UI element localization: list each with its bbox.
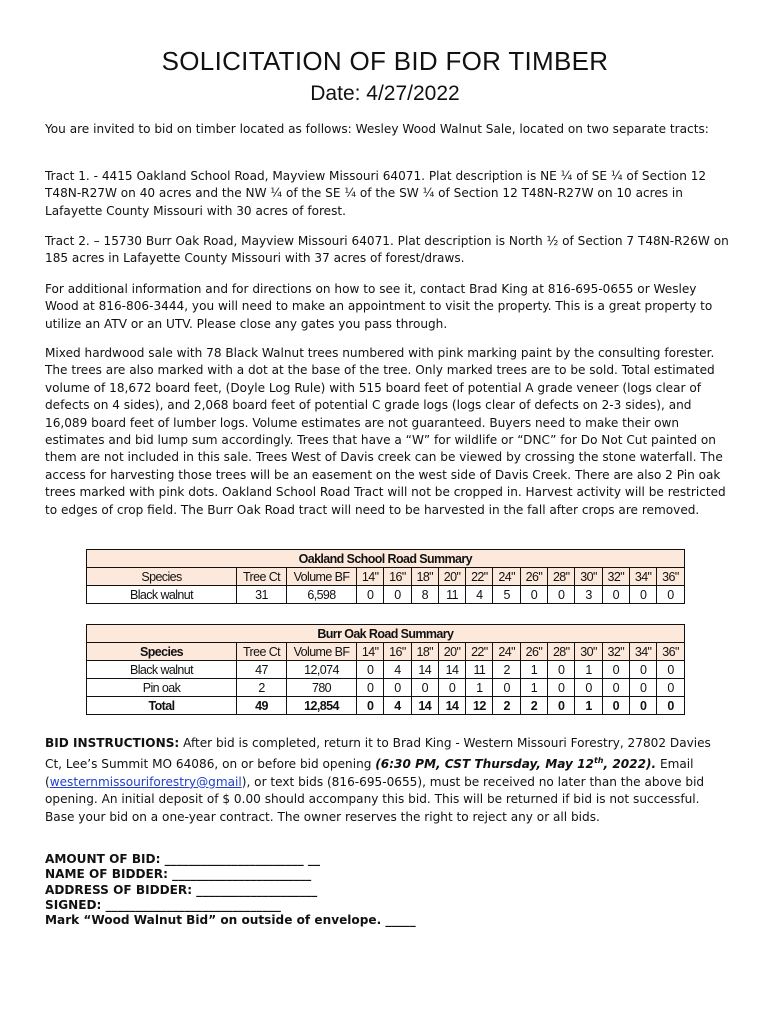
total-cell: 14	[438, 697, 465, 715]
table-cell: 0	[657, 661, 684, 679]
contact-paragraph: For additional information and for directions on how to see it, contact Brad King at 816-695-0655 or Wesley Wood at 816-806-3444, you will need to make an appointment to visit the property. This is a great property to utilize an ATV or an UTV. Please close any gates you pass through.	[45, 282, 713, 331]
table-cell: 0	[357, 586, 384, 604]
table-total-row	[87, 697, 685, 715]
table-cell: 11	[466, 661, 493, 679]
table-cell: 780	[287, 679, 357, 697]
total-cell: 1	[575, 697, 602, 715]
total-cell: 12	[466, 697, 493, 715]
table-cell: 11	[438, 586, 465, 604]
table-cell: 5	[493, 586, 520, 604]
intro-paragraph: You are invited to bid on timber located as follows: Wesley Wood Walnut Sale, located on two separate tracts:	[45, 122, 709, 136]
table-cell: 0	[384, 586, 411, 604]
bid-instructions-label: BID INSTRUCTIONS:	[45, 736, 180, 750]
bid-text-3: ), or text bids (816-695-0655), must be received no later than the above bid opening. An initial deposit of $ 0.00 should accompany this bid. This will be returned if bid is not successful. Base your bid on a one-year contract. The owner reserves the right to reject any or all bids.	[45, 774, 705, 824]
table-cell: Black walnut	[87, 661, 237, 679]
total-cell: 49	[237, 697, 287, 715]
column-header: 30"	[575, 643, 602, 661]
column-header: 32"	[602, 568, 629, 586]
table-cell: 1	[520, 661, 547, 679]
bid-deadline-suffix: th	[593, 756, 604, 766]
total-cell: 0	[602, 697, 629, 715]
column-header: 32"	[602, 643, 629, 661]
signed-field[interactable]: SIGNED: _____________________________	[45, 898, 281, 912]
table-cell: 1	[575, 661, 602, 679]
bid-instructions	[45, 735, 730, 826]
tract2-paragraph: Tract 2. – 15730 Burr Oak Road, Mayview Missouri 64071. Plat description is North ½ of Section 7 T48N-R26W on 185 acres in Lafayette County Missouri with 37 acres of forest/draws.	[45, 234, 729, 266]
column-header: 24"	[493, 568, 520, 586]
table-cell: 0	[520, 586, 547, 604]
total-cell: 2	[520, 697, 547, 715]
table-cell: 4	[466, 586, 493, 604]
bid-deadline	[375, 757, 656, 771]
envelope-mark-instruction: Mark “Wood Walnut Bid” on outside of envelope. _____	[45, 913, 416, 927]
bid-text-2: Email (	[45, 757, 694, 789]
description-paragraph: Mixed hardwood sale with 78 Black Walnut trees numbered with pink marking paint by the consulting forester. The trees are also marked with a dot at the base of the tree. Only marked trees are to be sold. Total estimated volume of 18,672 board feet, (Doyle Log Rule) with 515 board feet of potential A grade veneer (logs clear of defects on 4 sides), and 2,068 board feet of potential C grade logs (logs clear of defects on 2-3 sides), and 16,089 board feet of lumber logs. Volume estimates are not guaranteed. Buyers need to make their own estimates and bid lump sum accordingly. Trees that have a “W” for wildlife or “DNC” for Do Not Cut painted on them are not included in this sale. Trees West of Davis creek can be viewed by crossing the stone waterfall. The access for harvesting those trees will be an easement on the west side of Davis Creek. There are also 2 Pin oak trees marked with pink dots. Oakland School Road Tract will not be cropped in. Harvest activity will be restricted to edges of crop field. The Burr Oak Road tract will need to be harvested in the fall after crops are removed.	[45, 346, 726, 517]
name-of-bidder-field[interactable]: NAME OF BIDDER: _______________________	[45, 867, 312, 881]
table-row	[87, 679, 685, 697]
total-cell: 14	[411, 697, 438, 715]
oakland-summary-table	[86, 549, 685, 604]
total-cell: Total	[87, 697, 237, 715]
table-cell: 0	[629, 679, 656, 697]
column-header: 20"	[438, 643, 465, 661]
table-cell: 0	[357, 679, 384, 697]
table-cell: 1	[520, 679, 547, 697]
email-link[interactable]: westernmissouriforestry@gmail	[49, 774, 242, 789]
table-cell: 3	[575, 586, 602, 604]
total-cell: 0	[657, 697, 684, 715]
table-cell: 8	[411, 586, 438, 604]
amount-of-bid-field[interactable]: AMOUNT OF BID: _______________________ __	[45, 852, 321, 866]
column-header: 34"	[629, 568, 656, 586]
table-row	[87, 661, 685, 679]
column-header: 16"	[384, 643, 411, 661]
tract1-paragraph: Tract 1. - 4415 Oakland School Road, Mayview Missouri 64071. Plat description is NE ¼ of SE ¼ of Section 12 T48N-R27W on 40 acres and the NW ¼ of the SE ¼ of the SW ¼ of Section 12 T48N-R27W on 10 acres in Lafayette County Missouri with 30 acres of forest.	[45, 169, 707, 218]
bid-deadline-year: , 2022).	[603, 757, 657, 772]
table-cell: 0	[575, 679, 602, 697]
table-cell: 0	[438, 679, 465, 697]
table-cell: 0	[657, 586, 684, 604]
table-row	[87, 586, 685, 604]
table-cell: 6,598	[287, 586, 357, 604]
table-cell: 47	[237, 661, 287, 679]
column-header: 36"	[657, 643, 684, 661]
total-cell: 0	[548, 697, 575, 715]
table-caption: Oakland School Road Summary	[87, 550, 685, 568]
column-header: 14"	[357, 568, 384, 586]
burr-oak-summary-table	[86, 624, 685, 715]
column-header: 24"	[493, 643, 520, 661]
total-cell: 0	[629, 697, 656, 715]
table-cell: 0	[629, 586, 656, 604]
column-header: 18"	[411, 643, 438, 661]
column-header: 26"	[520, 643, 547, 661]
table-caption: Burr Oak Road Summary	[87, 625, 685, 643]
address-of-bidder-field[interactable]: ADDRESS OF BIDDER: ____________________	[45, 883, 318, 897]
table-cell: 31	[237, 586, 287, 604]
table-cell: 0	[493, 679, 520, 697]
column-header: Species	[87, 643, 237, 661]
column-header: 14"	[357, 643, 384, 661]
table-cell: Pin oak	[87, 679, 237, 697]
document-date: Date: 4/27/2022	[310, 82, 460, 105]
table-cell: 0	[657, 679, 684, 697]
column-header: 28"	[548, 568, 575, 586]
column-header: 22"	[466, 568, 493, 586]
column-header: 22"	[466, 643, 493, 661]
table-cell: 0	[548, 679, 575, 697]
table-cell: 0	[602, 661, 629, 679]
table-cell: 12,074	[287, 661, 357, 679]
table-cell: Black walnut	[87, 586, 237, 604]
column-header: Volume BF	[287, 568, 357, 586]
column-header: Tree Ct	[237, 643, 287, 661]
total-cell: 12,854	[287, 697, 357, 715]
column-header: 20"	[438, 568, 465, 586]
table-cell: 14	[411, 661, 438, 679]
column-header: 30"	[575, 568, 602, 586]
bid-text-1: After bid is completed, return it to Brad King - Western Missouri Forestry, 27802 Davies Ct, Lee’s Summit MO 64086, on or before bid opening	[45, 736, 711, 772]
table-cell: 0	[384, 679, 411, 697]
column-header: Tree Ct	[237, 568, 287, 586]
total-cell: 4	[384, 697, 411, 715]
table-cell: 4	[384, 661, 411, 679]
column-header: Volume BF	[287, 643, 357, 661]
table-cell: 0	[411, 679, 438, 697]
table-cell: 0	[602, 679, 629, 697]
column-header: 28"	[548, 643, 575, 661]
table-cell: 0	[629, 661, 656, 679]
total-cell: 2	[493, 697, 520, 715]
table-cell: 2	[493, 661, 520, 679]
column-header: 18"	[411, 568, 438, 586]
table-cell: 2	[237, 679, 287, 697]
table-cell: 1	[466, 679, 493, 697]
table-cell: 0	[357, 661, 384, 679]
table-cell: 0	[602, 586, 629, 604]
column-header: 34"	[629, 643, 656, 661]
document-title: SOLICITATION OF BID FOR TIMBER	[161, 46, 609, 76]
column-header: 36"	[657, 568, 684, 586]
bid-deadline-date: (6:30 PM, CST Thursday, May 12	[375, 757, 594, 772]
column-header: Species	[87, 568, 237, 586]
table-cell: 0	[548, 586, 575, 604]
column-header: 16"	[384, 568, 411, 586]
column-header: 26"	[520, 568, 547, 586]
total-cell: 0	[357, 697, 384, 715]
table-cell: 0	[548, 661, 575, 679]
table-cell: 14	[438, 661, 465, 679]
